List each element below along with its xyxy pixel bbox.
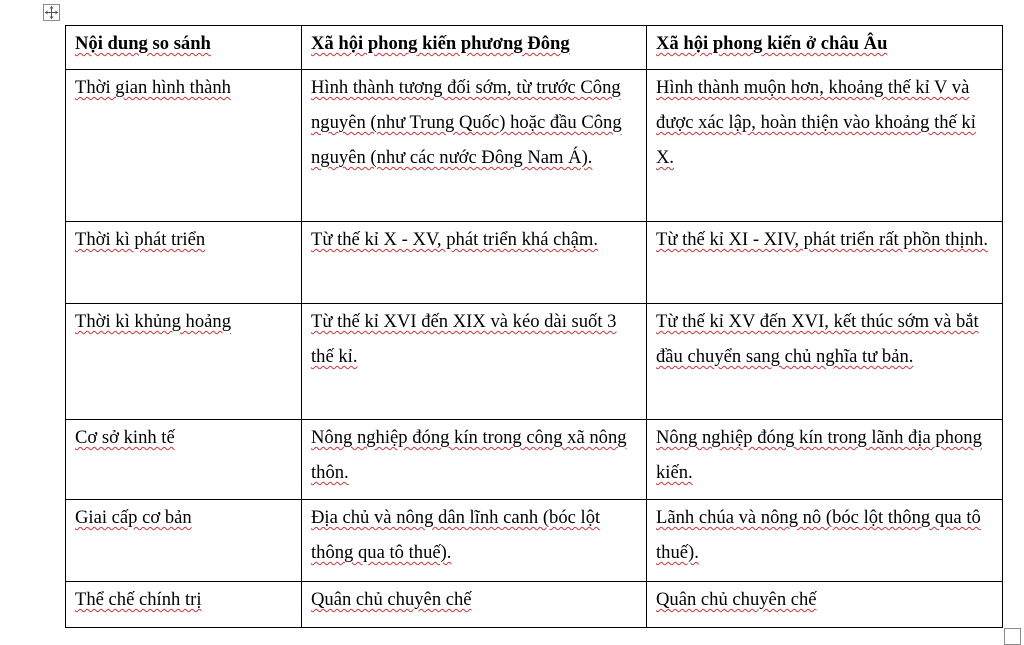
table-cell[interactable]: Nông nghiệp đóng kín trong công xã nông thôn.: [302, 420, 647, 500]
table-cell[interactable]: Lãnh chúa và nông nô (bóc lột thông qua tô thuế).: [647, 500, 1003, 582]
table-cell[interactable]: Quân chủ chuyên chế: [647, 582, 1003, 628]
table-row: [66, 420, 1003, 500]
table-cell[interactable]: Từ thế kỉ XV đến XVI, kết thúc sớm và bắt đầu chuyển sang chủ nghĩa tư bản.: [647, 304, 1003, 420]
table-cell[interactable]: Thời gian hình thành: [66, 70, 302, 222]
table-cell[interactable]: Thể chế chính trị: [66, 582, 302, 628]
table-row: [66, 582, 1003, 628]
table-cell[interactable]: Quân chủ chuyên chế: [302, 582, 647, 628]
table-cell[interactable]: Từ thế kỉ XI - XIV, phát triển rất phồn thịnh.: [647, 222, 1003, 304]
table-row: [66, 500, 1003, 582]
table-cell[interactable]: Từ thế kỉ XVI đến XIX và kéo dài suốt 3 thế kỉ.: [302, 304, 647, 420]
table-cell[interactable]: Nông nghiệp đóng kín trong lãnh địa phong kiến.: [647, 420, 1003, 500]
table-move-handle-icon[interactable]: [43, 4, 60, 21]
table-cell[interactable]: Hình thành tương đối sớm, từ trước Công nguyên (như Trung Quốc) hoặc đầu Công nguyên (như các nước Đông Nam Á).: [302, 70, 647, 222]
header-cell[interactable]: Xã hội phong kiến ở châu Âu: [647, 26, 1003, 70]
table-cell[interactable]: Thời kì phát triển: [66, 222, 302, 304]
table-resize-handle[interactable]: [1004, 628, 1021, 645]
table-cell[interactable]: Cơ sở kinh tế: [66, 420, 302, 500]
table-row: [66, 304, 1003, 420]
table-header-row: [66, 26, 1003, 70]
header-cell[interactable]: Xã hội phong kiến phương Đông: [302, 26, 647, 70]
table-cell[interactable]: Địa chủ và nông dân lĩnh canh (bóc lột thông qua tô thuế).: [302, 500, 647, 582]
table-row: [66, 222, 1003, 304]
table-cell[interactable]: Giai cấp cơ bản: [66, 500, 302, 582]
table-cell[interactable]: Từ thế kỉ X - XV, phát triển khá chậm.: [302, 222, 647, 304]
header-cell[interactable]: Nội dung so sánh: [66, 26, 302, 70]
comparison-table: [65, 25, 1003, 628]
table-cell[interactable]: Hình thành muộn hơn, khoảng thế kỉ V và được xác lập, hoàn thiện vào khoảng thế kỉ X.: [647, 70, 1003, 222]
table-cell[interactable]: Thời kì khủng hoảng: [66, 304, 302, 420]
table-row: [66, 70, 1003, 222]
